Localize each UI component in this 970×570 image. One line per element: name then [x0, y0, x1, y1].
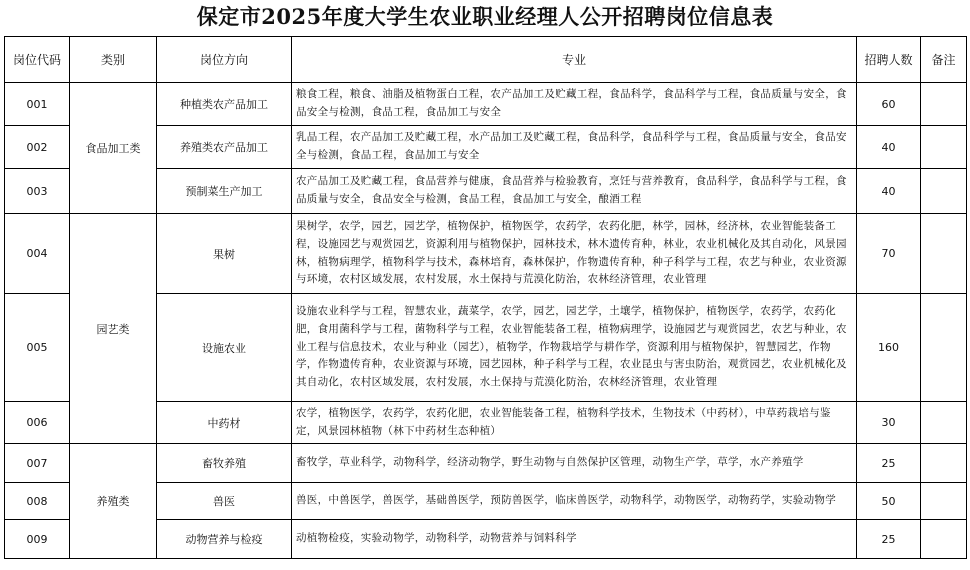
table-row	[5, 214, 967, 294]
hire-count: 160	[857, 294, 921, 402]
post-code: 005	[5, 294, 70, 402]
major-list: 畜牧学，草业科学，动物科学，经济动物学，野生动物与自然保护区管理，动物生产学，草学，水产养殖学	[292, 444, 857, 483]
major-list: 设施农业科学与工程，智慧农业，蔬菜学，农学，园艺，园艺学，土壤学，植物保护，植物医学，农药学，农药化肥，食用菌科学与工程，菌物科学与工程，农业智能装备工程，植物病理学，设施园艺与观赏园艺，农艺与种业，农业工程与信息技术，农业与种业（园艺），植物学，作物栽培学与耕作学，资源利用与植物保护，智慧园艺，作物学，作物遗传育种，农业资源与环境，园艺园林，种子科学与工程，农业昆虫与害虫防治，观赏园艺，农业机械化及其自动化，农村区域发展，农村发展，水土保持与荒漠化防治，农林经济管理，农业管理	[292, 294, 857, 402]
post-code: 002	[5, 126, 70, 169]
major-list: 兽医，中兽医学，兽医学，基础兽医学，预防兽医学，临床兽医学，动物科学，动物医学，动物药学，实验动物学	[292, 483, 857, 520]
table-row	[5, 444, 967, 483]
post-code: 007	[5, 444, 70, 483]
hire-count: 30	[857, 402, 921, 444]
post-direction: 中药材	[157, 402, 292, 444]
recruitment-table	[4, 36, 967, 559]
post-direction: 动物营养与检疫	[157, 520, 292, 559]
post-code: 001	[5, 83, 70, 126]
header-category: 类别	[70, 37, 157, 83]
hire-count: 40	[857, 126, 921, 169]
post-code: 003	[5, 169, 70, 214]
post-direction: 种植类农产品加工	[157, 83, 292, 126]
post-direction: 设施农业	[157, 294, 292, 402]
header-direction: 岗位方向	[157, 37, 292, 83]
hire-count: 60	[857, 83, 921, 126]
header-note: 备注	[921, 37, 967, 83]
hire-count: 25	[857, 444, 921, 483]
note-cell	[921, 294, 967, 402]
note-cell	[921, 214, 967, 294]
note-cell	[921, 402, 967, 444]
major-list: 农学，植物医学，农药学，农药化肥，农业智能装备工程，植物科学技术，生物技术（中药材），中草药栽培与鉴定，风景园林植物（林下中药材生态种植）	[292, 402, 857, 444]
header-count: 招聘人数	[857, 37, 921, 83]
note-cell	[921, 444, 967, 483]
post-direction: 畜牧养殖	[157, 444, 292, 483]
header-code: 岗位代码	[5, 37, 70, 83]
category-cell: 养殖类	[70, 444, 157, 559]
post-code: 009	[5, 520, 70, 559]
category-cell: 园艺类	[70, 214, 157, 444]
note-cell	[921, 169, 967, 214]
major-list: 动植物检疫，实验动物学，动物科学，动物营养与饲料科学	[292, 520, 857, 559]
post-code: 004	[5, 214, 70, 294]
header-major: 专业	[292, 37, 857, 83]
note-cell	[921, 126, 967, 169]
hire-count: 40	[857, 169, 921, 214]
post-direction: 果树	[157, 214, 292, 294]
post-direction: 预制菜生产加工	[157, 169, 292, 214]
note-cell	[921, 83, 967, 126]
major-list: 粮食工程，粮食、油脂及植物蛋白工程，农产品加工及贮藏工程，食品科学，食品科学与工程，食品质量与安全，食品安全与检测，食品工程，食品加工与安全	[292, 83, 857, 126]
post-code: 008	[5, 483, 70, 520]
major-list: 农产品加工及贮藏工程，食品营养与健康，食品营养与检验教育，烹饪与营养教育，食品科学，食品科学与工程，食品质量与安全，食品安全与检测，食品工程，食品加工与安全，酿酒工程	[292, 169, 857, 214]
category-cell: 食品加工类	[70, 83, 157, 214]
table-header-row	[5, 37, 967, 83]
table-row	[5, 83, 967, 126]
post-direction: 养殖类农产品加工	[157, 126, 292, 169]
hire-count: 70	[857, 214, 921, 294]
page-title: 保定市2025年度大学生农业职业经理人公开招聘岗位信息表	[196, 4, 774, 29]
hire-count: 25	[857, 520, 921, 559]
note-cell	[921, 483, 967, 520]
major-list: 乳品工程，农产品加工及贮藏工程，水产品加工及贮藏工程，食品科学，食品科学与工程，食品质量与安全，食品安全与检测，食品工程，食品加工与安全	[292, 126, 857, 169]
post-code: 006	[5, 402, 70, 444]
hire-count: 50	[857, 483, 921, 520]
major-list: 果树学，农学，园艺，园艺学，植物保护，植物医学，农药学，农药化肥，林学，园林，经济林，农业智能装备工程，设施园艺与观赏园艺，资源利用与植物保护，园林技术，林木遗传育种，林业，农业机械化及其自动化，风景园林，植物病理学，植物科学与技术，森林培育，森林保护，作物遗传育种，种子科学与工程，农艺与种业，农业资源与环境，农村区域发展，农村发展，水土保持与荒漠化防治，农林经济管理，农业管理	[292, 214, 857, 294]
note-cell	[921, 520, 967, 559]
post-direction: 兽医	[157, 483, 292, 520]
